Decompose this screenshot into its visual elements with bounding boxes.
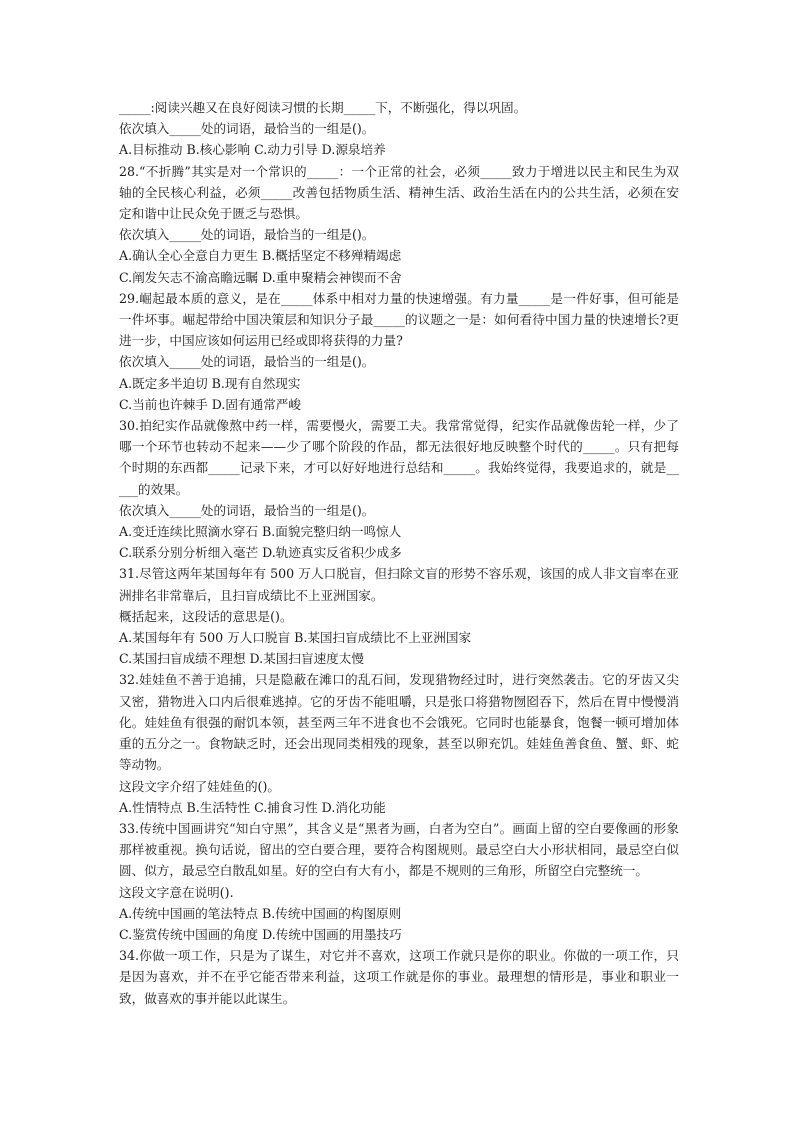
answer-options: C.联系分别分析细入毫芒 D.轨迹真实反省积少成多 (119, 545, 402, 561)
answer-options: A.传统中国画的笔法特点 B.传统中国画的构图原则 (119, 905, 402, 921)
answer-options: C.某国扫盲成绩不理想 D.某国扫盲速度太慢 (119, 651, 364, 667)
question-prompt: 依次填入_____处的词语，最恰当的一组是()。 (119, 354, 375, 370)
answer-options: A.目标推动 B.核心影响 C.动力引导 D.源泉培养 (119, 142, 386, 158)
answer-options: C.阐发矢志不渝高瞻远瞩 D.重申聚精会神锲而不舍 (119, 269, 402, 285)
answer-options: C.鉴赏传统中国画的角度 D.传统中国画的用墨技巧 (119, 926, 402, 942)
question-34: 34.你做一项工作，只是为了谋生，对它并不喜欢，这项工作就只是你的职业。你做的一项工作，只是因为喜欢，并不在乎它能否带来利益，这项工作就是你的事业。最理想的情形是，事业和职业一致，做喜欢的事并能以此谋生。 (119, 948, 679, 1006)
question-28: 28.“不折腾”其实是对一个常识的_____：一个正常的社会，必须_____致力于增进以民主和民生为双轴的全民核心利益，必须_____改善包括物质生活、精神生活、政治生活在内的公共生活，必须在安定和谐中让民众免于匮乏与恐惧。 (119, 163, 679, 222)
document-body (119, 97, 679, 1009)
answer-options: A.性情特点 B.生活特性 C.捕食习性 D.消化功能 (119, 799, 386, 815)
question-prompt: 依次填入_____处的词语，最恰当的一组是()。 (119, 502, 375, 518)
question-29: 29.崛起最本质的意义，是在_____体系中相对力量的快速增强。有力量_____是一件好事，但可能是一件坏事。崛起带给中国决策层和知识分子最_____的议题之一是：如何看待中国力量的快速增长?更进一步，中国应该如何运用已经或即将获得的力量? (119, 290, 679, 349)
question-prompt: 这段文字意在说明(). (119, 884, 234, 900)
answer-options: A.既定多半迫切 B.现有自然现实 (119, 375, 301, 391)
answer-options: A.某国每年有 500 万人口脱盲 B.某国扫盲成绩比不上亚洲国家 (119, 630, 472, 646)
answer-options: A.确认全心全意自力更生 B.概括坚定不移殚精竭虑 (119, 248, 402, 264)
text-line: _____:阅读兴趣又在良好阅读习惯的长期_____下，不断强化，得以巩固。 (119, 100, 527, 115)
question-prompt: 依次填入_____处的词语，最恰当的一组是()。 (119, 121, 375, 137)
answer-options: C.当前也许棘手 D.固有通常严峻 (119, 396, 301, 412)
question-prompt: 这段文字介绍了娃娃鱼的()。 (119, 778, 280, 794)
question-31: 31.尽管这两年某国每年有 500 万人口脱盲，但扫除文盲的形势不容乐观，该国的成人非文盲率在亚洲排名非常靠后，且扫盲成绩比不上亚洲国家。 (119, 566, 679, 603)
question-33: 33.传统中国画讲究“知白守黑”，其含义是“黑者为画，白者为空白”。画面上留的空白要像画的形象那样被重视。换句话说，留出的空白要合理，要符合构图规则。最忌空白大小形状相同，最忌空白似圆、似方，最忌空白散乱如星。好的空白有大有小，都是不规则的三角形，所留空白完整统一。 (119, 820, 679, 879)
question-32: 32.娃娃鱼不善于追捕，只是隐蔽在滩口的乱石间，发现猎物经过时，进行突然袭击。它的牙齿又尖又密，猎物进入口内后很难逃掉。它的牙齿不能咀嚼，只是张口将猎物囫囵吞下，然后在胃中慢慢消化。娃娃鱼有很强的耐饥本领，甚至两三年不进食也不会饿死。它同时也能暴食，饱餐一顿可增加体重的五分之一。食物缺乏时，还会出现同类相残的现象，甚至以卵充饥。娃娃鱼善食鱼、蟹、虾、蛇等动物。 (119, 672, 679, 773)
question-30: 30.拍纪实作品就像熬中药一样，需要慢火，需要工夫。我常常觉得，纪实作品就像齿轮一样，少了哪一个环节也转动不起来——少了哪个阶段的作品，都无法很好地反映整个时代的_____。只有把每个时期的东西都_____记录下来，才可以好好地进行总结和_____。我始终觉得，我要追求的，就是_____的效果。 (119, 418, 679, 497)
answer-options: A.变迁连续比照滴水穿石 B.面貌完整归纳一鸣惊人 (119, 524, 402, 540)
question-prompt: 概括起来，这段话的意思是()。 (119, 608, 293, 624)
question-prompt: 依次填入_____处的词语，最恰当的一组是()。 (119, 227, 375, 243)
